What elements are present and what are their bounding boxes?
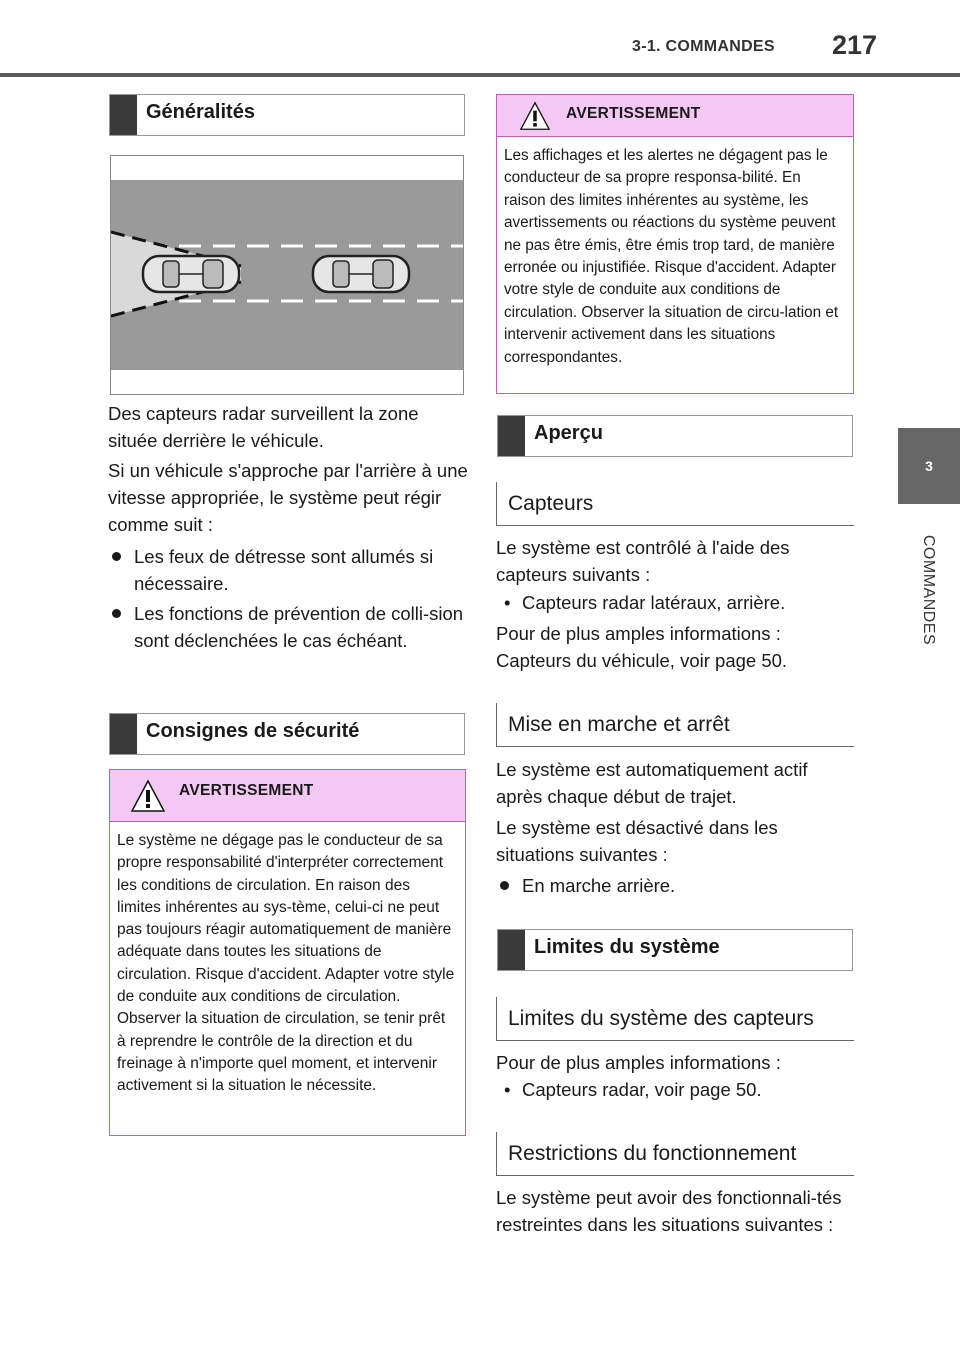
heading-limites — [497, 929, 853, 971]
bullet-icon — [500, 881, 509, 890]
list-item: • Capteurs radar latéraux, arrière. — [504, 592, 786, 613]
list-item: En marche arrière. — [500, 872, 852, 899]
heading-label: Aperçu — [534, 422, 603, 444]
para-restrictions: Le système peut avoir des fonctionnali-tés restreintes dans les situations suivantes : — [496, 1187, 842, 1235]
para-capteurs-info: Pour de plus amples informations : Capteurs du véhicule, voir page 50. — [496, 623, 788, 671]
warning-title: AVERTISSEMENT — [179, 782, 314, 799]
list-item: • Capteurs radar, voir page 50. — [504, 1079, 762, 1100]
list-item: Les fonctions de prévention de colli-sion sont déclenchées le cas échéant. — [112, 600, 464, 654]
heading-bar — [498, 930, 525, 970]
warning-triangle-icon — [519, 101, 551, 131]
chapter-number: 3 — [925, 458, 933, 474]
heading-label: Généralités — [146, 101, 255, 123]
para-generalites-1: Des capteurs radar surveillent la zone située derrière le véhicule. — [108, 403, 419, 451]
warning-header — [497, 95, 853, 137]
warning-header — [110, 770, 465, 822]
heading-bar — [110, 714, 137, 754]
heading-bar — [110, 95, 137, 135]
road-diagram — [111, 156, 463, 394]
heading-apercu — [497, 415, 853, 457]
warning-box-left — [109, 769, 466, 1136]
chapter-tab — [898, 428, 960, 504]
heading-label: Limites du système — [534, 936, 720, 958]
front-car-icon — [313, 256, 409, 292]
para-limites: Pour de plus amples informations : — [496, 1052, 781, 1073]
bullet-icon — [112, 552, 121, 561]
heading-consignes — [109, 713, 465, 755]
subheading-limites-capteurs: Limites du système des capteurs — [496, 997, 854, 1041]
para-mise-1: Le système est automatiquement actif après chaque début de trajet. — [496, 759, 808, 807]
subheading-restrictions: Restrictions du fonctionnement — [496, 1132, 854, 1176]
para-mise-2: Le système est désactivé dans les situations suivantes : — [496, 817, 778, 865]
bullet-icon — [112, 609, 121, 618]
subheading-capteurs: Capteurs — [496, 482, 854, 526]
page-number: 217 — [832, 30, 878, 60]
warning-box-right — [496, 94, 854, 394]
radar-illustration — [110, 155, 464, 395]
subheading-mise-en-marche: Mise en marche et arrêt — [496, 703, 854, 747]
list-item: Les feux de détresse sont allumés si nécessaire. — [112, 543, 464, 597]
section-title: 3-1. COMMANDES — [632, 38, 775, 55]
header-divider — [0, 73, 960, 77]
page-header — [0, 0, 960, 80]
warning-title: AVERTISSEMENT — [566, 105, 701, 122]
heading-generalites — [109, 94, 465, 136]
chapter-label: COMMANDES — [920, 534, 937, 646]
warning-text: Les affichages et les alertes ne dégagent pas le conducteur de sa propre responsa-bilité. En raison des limites inhérentes au système, les avertissements ou réactions du système peuvent ne pas être émis, être émis trop tard, de manière erronée ou injustifiée. Risque d'accident. Adapter votre style de conduite aux conditions de circulation. Observer la situation de circu-lation et intervenir activement dans les situations correspondantes. — [504, 147, 839, 366]
heading-label: Consignes de sécurité — [146, 720, 360, 742]
para-generalites-2: Si un véhicule s'approche par l'arrière à une vitesse appropriée, le système peut régir comme suit : — [108, 460, 468, 535]
rear-car-icon — [143, 256, 239, 292]
heading-bar — [498, 416, 525, 456]
warning-triangle-icon — [130, 779, 166, 813]
para-capteurs: Le système est contrôlé à l'aide des capteurs suivants : — [496, 537, 790, 585]
warning-text: Le système ne dégage pas le conducteur de sa propre responsabilité d'interpréter correctement les conditions de circulation. En raison des limites inhérentes au sys-tème, celui-ci ne peut pas toujours réagir automatiquement de manière adéquate dans toutes les situations de circulation. Risque d'accident. Adapter votre style de conduite aux conditions de circulation. Observer la situation de circulation, se tenir prêt à reprendre le contrôle de la direction et du freinage à n'importe quel moment, et intervenir activement si la situation le nécessite. — [117, 832, 455, 1095]
